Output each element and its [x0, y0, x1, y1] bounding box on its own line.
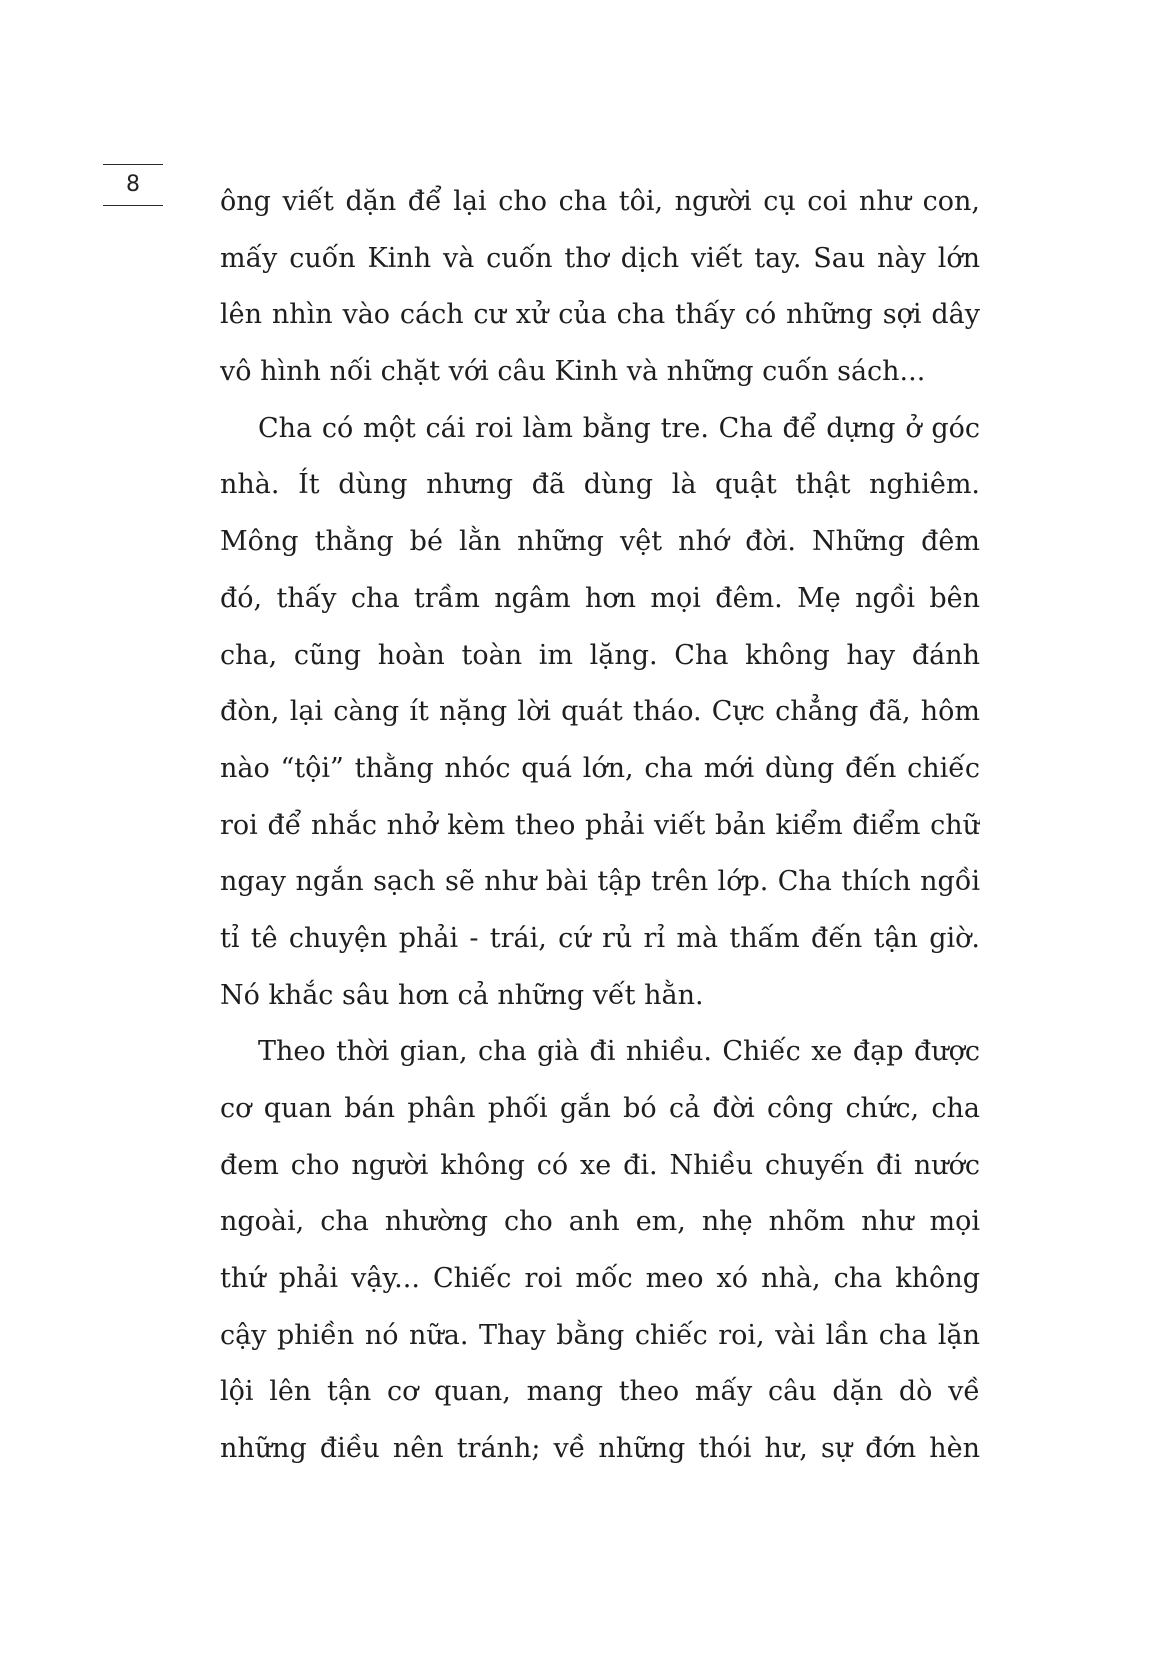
paragraph-2 — [220, 401, 980, 1025]
text-line: ông viết dặn để lại cho cha tôi, người cụ coi như con, — [220, 186, 980, 217]
text-line: tỉ tê chuyện phải - trái, cứ rủ rỉ mà thấm đến tận giờ. — [220, 922, 980, 954]
text-line: những điều nên tránh; về những thói hư, sự đớn hèn — [220, 1433, 980, 1465]
text-line: ngoài, cha nhường cho anh em, nhẹ nhõm như mọi — [220, 1206, 980, 1238]
text-line: mấy cuốn Kinh và cuốn thơ dịch viết tay. Sau này lớn — [220, 242, 980, 274]
text-line: đó, thấy cha trầm ngâm hơn mọi đêm. Mẹ ngồi bên — [220, 582, 980, 614]
paragraph-3 — [220, 1024, 980, 1478]
text-line: cơ quan bán phân phối gắn bó cả đời công chức, cha — [220, 1093, 980, 1124]
paragraph-1 — [220, 174, 980, 401]
text-line: cậy phiền nó nữa. Thay bằng chiếc roi, vài lần cha lặn — [220, 1319, 980, 1351]
text-line: vô hình nối chặt với câu Kinh và những cuốn sách... — [220, 356, 926, 388]
page-number-rule-top — [103, 164, 163, 165]
text-line: đem cho người không có xe đi. Nhiều chuyến đi nước — [220, 1149, 980, 1181]
page-number: 8 — [126, 172, 140, 197]
text-line: Mông thằng bé lằn những vệt nhớ đời. Những đêm — [220, 526, 980, 558]
text-line: đòn, lại càng ít nặng lời quát tháo. Cực chẳng đã, hôm — [220, 696, 980, 728]
body-text — [220, 174, 980, 1478]
page-number-block — [103, 164, 163, 206]
text-line: ngay ngắn sạch sẽ như bài tập trên lớp. Cha thích ngồi — [220, 866, 980, 898]
text-line: Cha có một cái roi làm bằng tre. Cha để dựng ở góc — [258, 412, 980, 444]
page-number-rule-bottom — [103, 205, 163, 206]
text-line: Theo thời gian, cha già đi nhiều. Chiếc xe đạp được — [258, 1036, 980, 1068]
text-line: cha, cũng hoàn toàn im lặng. Cha không hay đánh — [220, 639, 980, 671]
text-line: lội lên tận cơ quan, mang theo mấy câu dặn dò về — [220, 1376, 980, 1408]
text-line: roi để nhắc nhở kèm theo phải viết bản kiểm điểm chữ — [220, 809, 980, 841]
text-line: Nó khắc sâu hơn cả những vết hằn. — [220, 979, 704, 1011]
text-line: nhà. Ít dùng nhưng đã dùng là quật thật nghiêm. — [220, 469, 980, 501]
text-line: nào “tội” thằng nhóc quá lớn, cha mới dùng đến chiếc — [220, 752, 980, 784]
text-line: lên nhìn vào cách cư xử của cha thấy có những sợi dây — [220, 299, 980, 331]
text-line: thứ phải vậy... Chiếc roi mốc meo xó nhà, cha không — [220, 1263, 980, 1295]
